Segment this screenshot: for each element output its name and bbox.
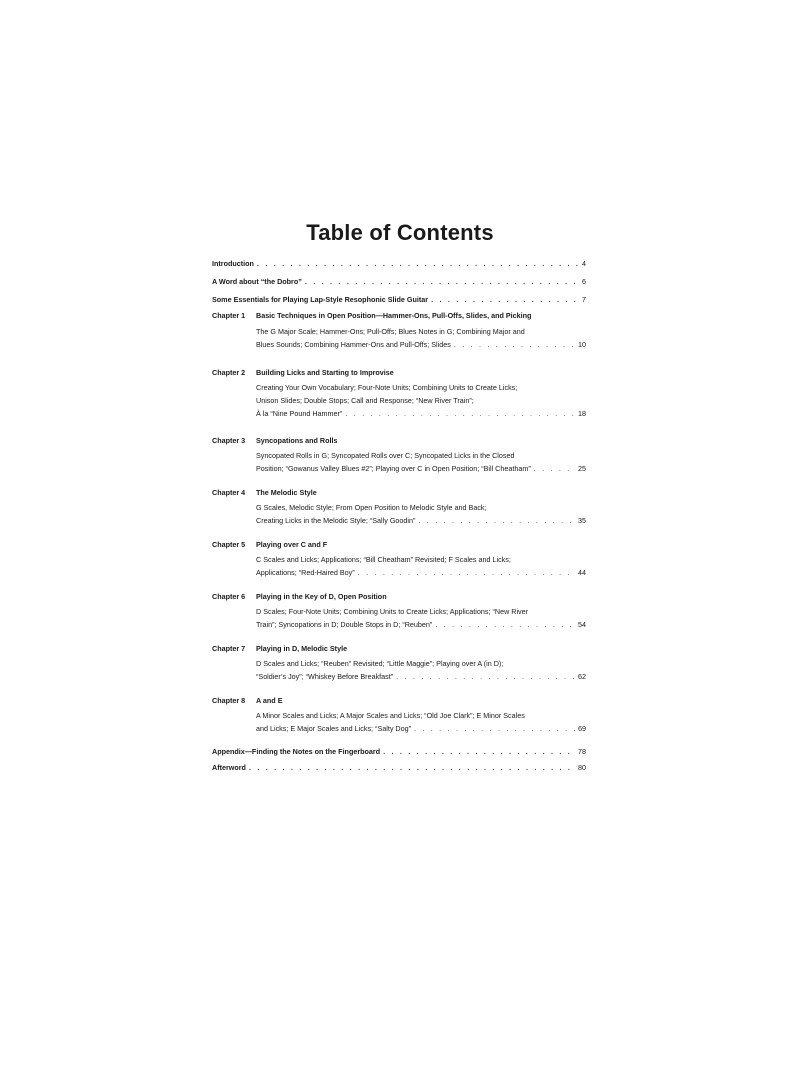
- chapter-title: Building Licks and Starting to Improvise: [256, 368, 394, 377]
- toc-entry-page: 62: [578, 672, 586, 681]
- chapter-topics-line: [256, 607, 586, 617]
- chapter-number: Chapter 5: [212, 540, 246, 549]
- toc-entry-label: Some Essentials for Playing Lap-Style Resophonic Slide Guitar: [212, 295, 429, 304]
- page-title: Table of Contents: [306, 220, 494, 245]
- topics-text: Syncopated Rolls in G; Syncopated Rolls over C; Syncopated Licks in the Closed: [256, 451, 515, 460]
- toc-entry-dobro: [212, 277, 586, 287]
- chapter-topics-line: [256, 516, 586, 526]
- chapter-title: Playing over C and F: [256, 540, 328, 549]
- chapter-number: Chapter 3: [212, 436, 246, 445]
- chapter-number: Chapter 1: [212, 311, 246, 320]
- toc-entry-page: 78: [578, 747, 586, 756]
- topics-text: Creating Licks in the Melodic Style; “Sally Goodin”: [256, 516, 416, 525]
- topics-text: Creating Your Own Vocabulary; Four-Note Units; Combining Units to Create Licks;: [256, 383, 518, 392]
- chapter-number: Chapter 6: [212, 592, 246, 601]
- chapter-title: Basic Techniques in Open Position—Hammer-Ons, Pull-Offs, Slides, and Picking: [256, 311, 532, 320]
- topics-text: Blues Sounds; Combining Hammer-Ons and Pull-Offs; Slides: [256, 340, 451, 349]
- dot-leader: [305, 277, 579, 286]
- chapter-topics-line: [256, 464, 586, 474]
- chapter-topics-line: [256, 503, 586, 513]
- toc-entry-introduction: [212, 259, 586, 269]
- chapter-number: Chapter 4: [212, 488, 246, 497]
- topics-text: À la “Nine Pound Hammer”: [256, 409, 343, 418]
- toc-entry-page: 18: [578, 409, 586, 418]
- topics-text: D Scales and Licks; “Reuben” Revisited; “Little Maggie”; Playing over A (in D);: [256, 659, 504, 668]
- dot-leader: [454, 340, 575, 349]
- chapter-topics-line: [256, 659, 586, 669]
- topics-text: The G Major Scale; Hammer-Ons; Pull-Offs; Blues Notes in G; Combining Major and: [256, 327, 525, 336]
- topics-text: G Scales, Melodic Style; From Open Position to Melodic Style and Back;: [256, 503, 487, 512]
- dot-leader: [418, 516, 575, 525]
- toc-entry-label: Introduction: [212, 259, 254, 268]
- dot-leader: [358, 568, 575, 577]
- dot-leader: [414, 724, 575, 733]
- topics-text: Train”; Syncopations in D; Double Stops in D; “Reuben”: [256, 620, 433, 629]
- toc-entry-page: 35: [578, 516, 586, 525]
- chapter-number: Chapter 7: [212, 644, 246, 653]
- chapter-title: The Melodic Style: [256, 488, 317, 497]
- toc-entry-page: 4: [582, 259, 586, 268]
- chapter-topics-line: [256, 620, 586, 630]
- chapter-title: Playing in D, Melodic Style: [256, 644, 348, 653]
- toc-entry-page: 25: [578, 464, 586, 473]
- topics-text: A Minor Scales and Licks; A Major Scales and Licks; “Old Joe Clark”; E Minor Scales: [256, 711, 525, 720]
- dot-leader: [249, 763, 575, 772]
- topics-text: C Scales and Licks; Applications; “Bill Cheatham” Revisited; F Scales and Licks;: [256, 555, 511, 564]
- chapter-title: A and E: [256, 696, 283, 705]
- chapter-title: Syncopations and Rolls: [256, 436, 338, 445]
- dot-leader: [435, 620, 575, 629]
- dot-leader: [396, 672, 575, 681]
- chapter-number: Chapter 2: [212, 368, 246, 377]
- dot-leader: [257, 259, 579, 268]
- toc-entry-page: 44: [578, 568, 586, 577]
- toc-entry-page: 69: [578, 724, 586, 733]
- dot-leader: [534, 464, 575, 473]
- chapter-topics-line: [256, 568, 586, 578]
- toc-entry-appendix: [212, 747, 586, 757]
- chapter-topics-line: [256, 340, 586, 350]
- toc-entry-page: 54: [578, 620, 586, 629]
- dot-leader: [383, 747, 575, 756]
- toc-entry-page: 7: [582, 295, 586, 304]
- toc-entry-essentials: [212, 295, 586, 305]
- chapter-topics-line: [256, 555, 586, 565]
- topics-text: and Licks; E Major Scales and Licks; “Salty Dog”: [256, 724, 411, 733]
- topics-text: Applications; “Red-Haired Boy”: [256, 568, 355, 577]
- toc-entry-page: 10: [578, 340, 586, 349]
- chapter-topics-line: [256, 409, 586, 419]
- toc-entry-label: A Word about “the Dobro”: [212, 277, 302, 286]
- dot-leader: [431, 295, 579, 304]
- chapter-topics-line: [256, 672, 586, 682]
- chapter-topics-line: [256, 383, 586, 393]
- topics-text: Unison Slides; Double Stops; Call and Response; “New River Train”;: [256, 396, 474, 405]
- chapter-topics-line: [256, 451, 586, 461]
- topics-text: D Scales; Four-Note Units; Combining Units to Create Licks; Applications; “New River: [256, 607, 529, 616]
- topics-text: Position; “Gowanus Valley Blues #2”; Playing over C in Open Position; “Bill Cheatham”: [256, 464, 531, 473]
- toc-entry-page: 6: [582, 277, 586, 286]
- toc-entry-label: Afterword: [212, 763, 246, 772]
- chapter-topics-line: [256, 396, 586, 406]
- toc-entry-afterword: [212, 763, 586, 773]
- chapter-number: Chapter 8: [212, 696, 246, 705]
- toc-entry-page: 80: [578, 763, 586, 772]
- toc-entry-label: Appendix—Finding the Notes on the Fingerboard: [212, 747, 381, 756]
- chapter-title: Playing in the Key of D, Open Position: [256, 592, 387, 601]
- topics-text: “Soldier’s Joy”; “Whiskey Before Breakfast”: [256, 672, 394, 681]
- chapter-topics-line: [256, 724, 586, 734]
- chapter-topics-line: [256, 711, 586, 721]
- chapter-topics-line: [256, 327, 586, 337]
- dot-leader: [345, 409, 575, 418]
